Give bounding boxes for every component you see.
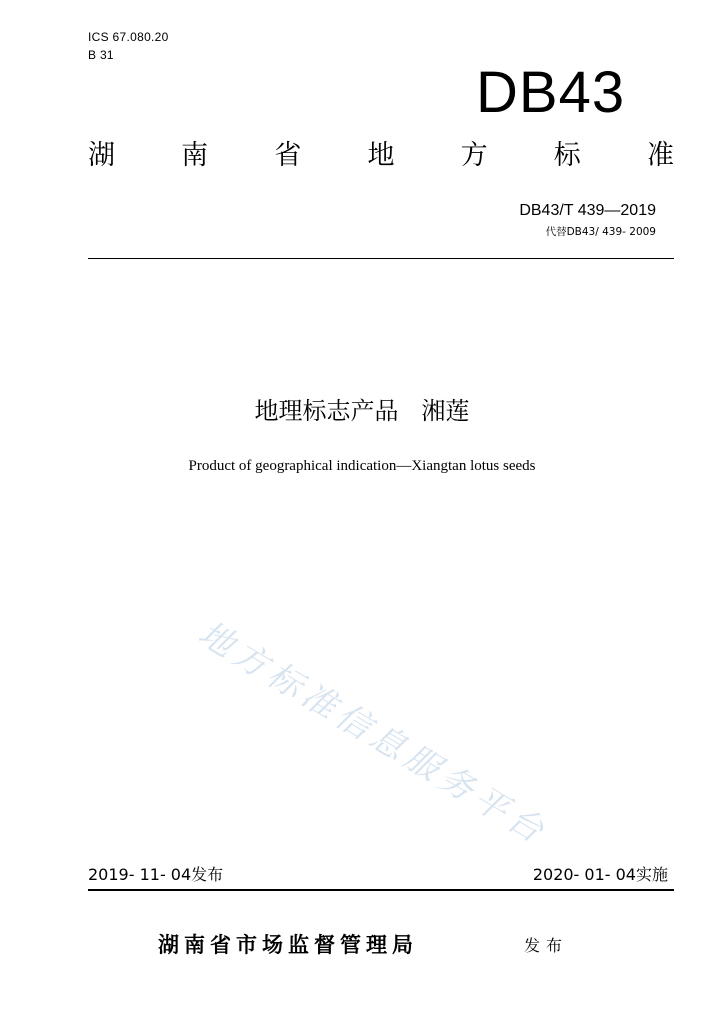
title-chinese: 地理标志产品 湘莲 xyxy=(254,397,470,425)
watermark-graphic xyxy=(186,600,606,860)
title-english: Product of geographical indication—Xiangtan lotus seeds xyxy=(188,458,536,474)
issue-date: 2019- 11- 04发布 xyxy=(88,865,224,884)
standard-number: DB43/T 439—2019 xyxy=(519,202,656,219)
heading-char: 方 xyxy=(460,140,488,171)
watermark-text: 地方标准信息服务平台 xyxy=(191,613,555,854)
header-divider xyxy=(88,258,674,259)
heading-char: 湖 xyxy=(88,140,115,171)
issuing-authority: 湖南省市场监督管理局 xyxy=(158,933,418,957)
watermark xyxy=(186,600,606,860)
heading-char: 省 xyxy=(274,140,302,171)
ccs-code: B 31 xyxy=(88,48,114,62)
standard-logo: DB43 xyxy=(476,60,626,125)
replaces-note: 代替DB43/ 439- 2009 xyxy=(545,226,656,238)
issue-label: 发布 xyxy=(524,936,569,955)
heading-char: 准 xyxy=(646,140,674,171)
footer-divider xyxy=(88,889,674,891)
heading-char: 地 xyxy=(367,140,395,171)
ics-code-block xyxy=(88,28,169,64)
ics-code: ICS 67.080.20 xyxy=(88,30,169,44)
heading-char: 南 xyxy=(181,140,209,171)
local-standard-heading xyxy=(88,138,674,174)
heading-char: 标 xyxy=(553,140,581,171)
implementation-date: 2020- 01- 04实施 xyxy=(532,865,668,884)
